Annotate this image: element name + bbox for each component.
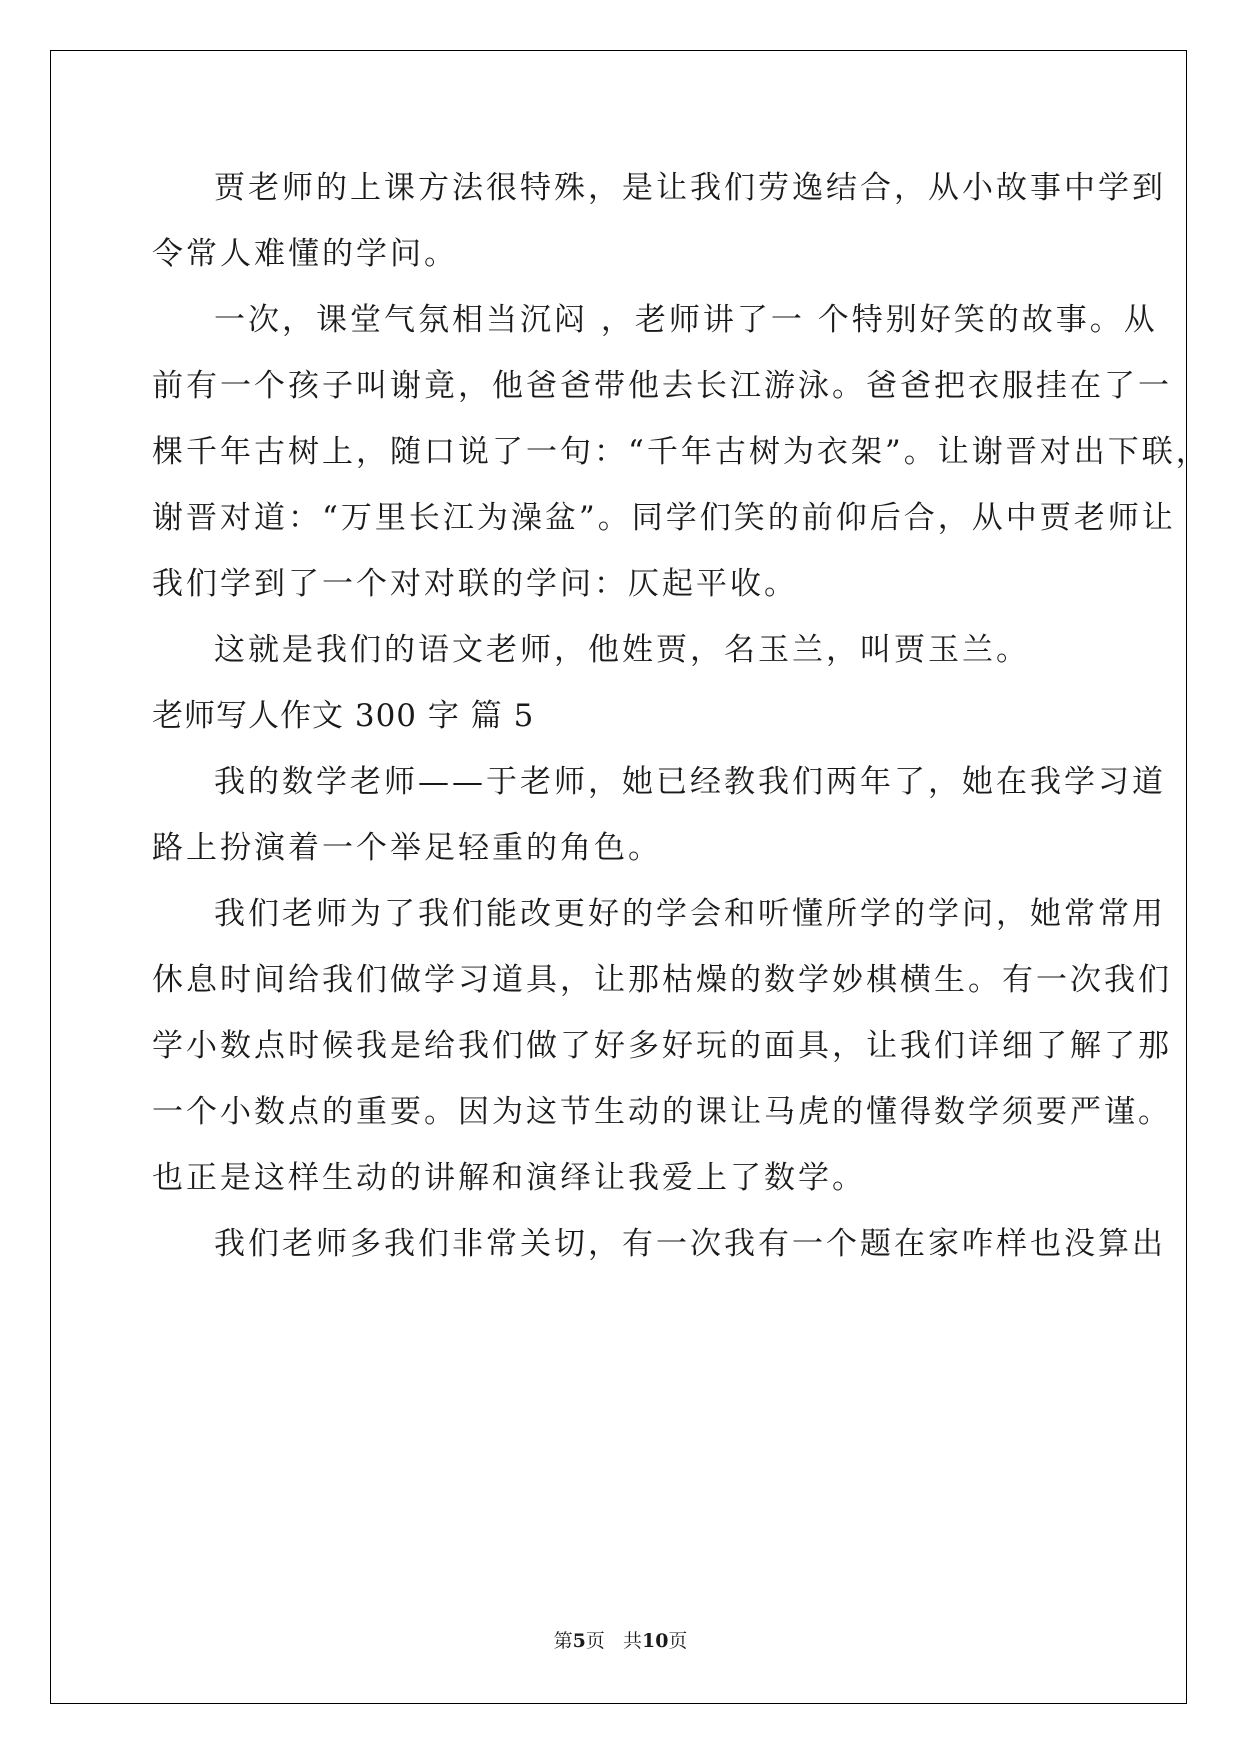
paragraph-line: 一个小数点的重要。因为这节生动的课让马虎的懂得数学须要严谨。 <box>152 1094 1172 1130</box>
paragraph-line: 谢晋对道：“万里长江为澡盆”。同学们笑的前仰后合，从中贾老师让 <box>152 500 1176 536</box>
paragraph-line: 休息时间给我们做学习道具，让那枯燥的数学妙棋横生。有一次我们 <box>152 962 1172 998</box>
paragraph-line: 这就是我们的语文老师，他姓贾，名玉兰，叫贾玉兰。 <box>214 632 1030 668</box>
total-label-suffix: 页 <box>668 1630 688 1652</box>
page-footer <box>0 1629 1241 1653</box>
page-label-prefix: 第 <box>553 1630 573 1652</box>
paragraph-line: 也正是这样生动的讲解和演绎让我爱上了数学。 <box>152 1160 866 1196</box>
paragraph-line: 贾老师的上课方法很特殊，是让我们劳逸结合，从小故事中学到 <box>214 170 1166 206</box>
total-label-prefix: 共 <box>622 1630 642 1652</box>
paragraph-line: 我们老师多我们非常关切，有一次我有一个题在家咋样也没算出 <box>214 1226 1166 1262</box>
paragraph-line: 我们学到了一个对对联的学问：仄起平收。 <box>152 566 798 602</box>
paragraph-line: 一次，课堂气氛相当沉闷 ，老师讲了一 个特别好笑的故事。从 <box>214 302 1158 338</box>
page-label-suffix: 页 <box>585 1630 605 1652</box>
paragraph-line: 路上扮演着一个举足轻重的角色。 <box>152 830 662 866</box>
page-border <box>50 50 1187 1704</box>
paragraph-line: 前有一个孩子叫谢竟，他爸爸带他去长江游泳。爸爸把衣服挂在了一 <box>152 368 1172 404</box>
paragraph-line: 学小数点时候我是给我们做了好多好玩的面具，让我们详细了解了那 <box>152 1028 1172 1064</box>
paragraph-line: 令常人难懂的学问。 <box>152 236 458 272</box>
paragraph-line: 我们老师为了我们能改更好的学会和听懂所学的学问，她常常用 <box>214 896 1166 932</box>
section-heading: 老师写人作文 300 字 篇 5 <box>152 698 535 734</box>
paragraph-line: 我的数学老师——于老师，她已经教我们两年了，她在我学习道 <box>214 764 1166 800</box>
page-number: 5 <box>572 1630 586 1652</box>
total-pages: 10 <box>641 1630 669 1652</box>
paragraph-line: 棵千年古树上，随口说了一句：“千年古树为衣架”。让谢晋对出下联， <box>152 434 1210 470</box>
